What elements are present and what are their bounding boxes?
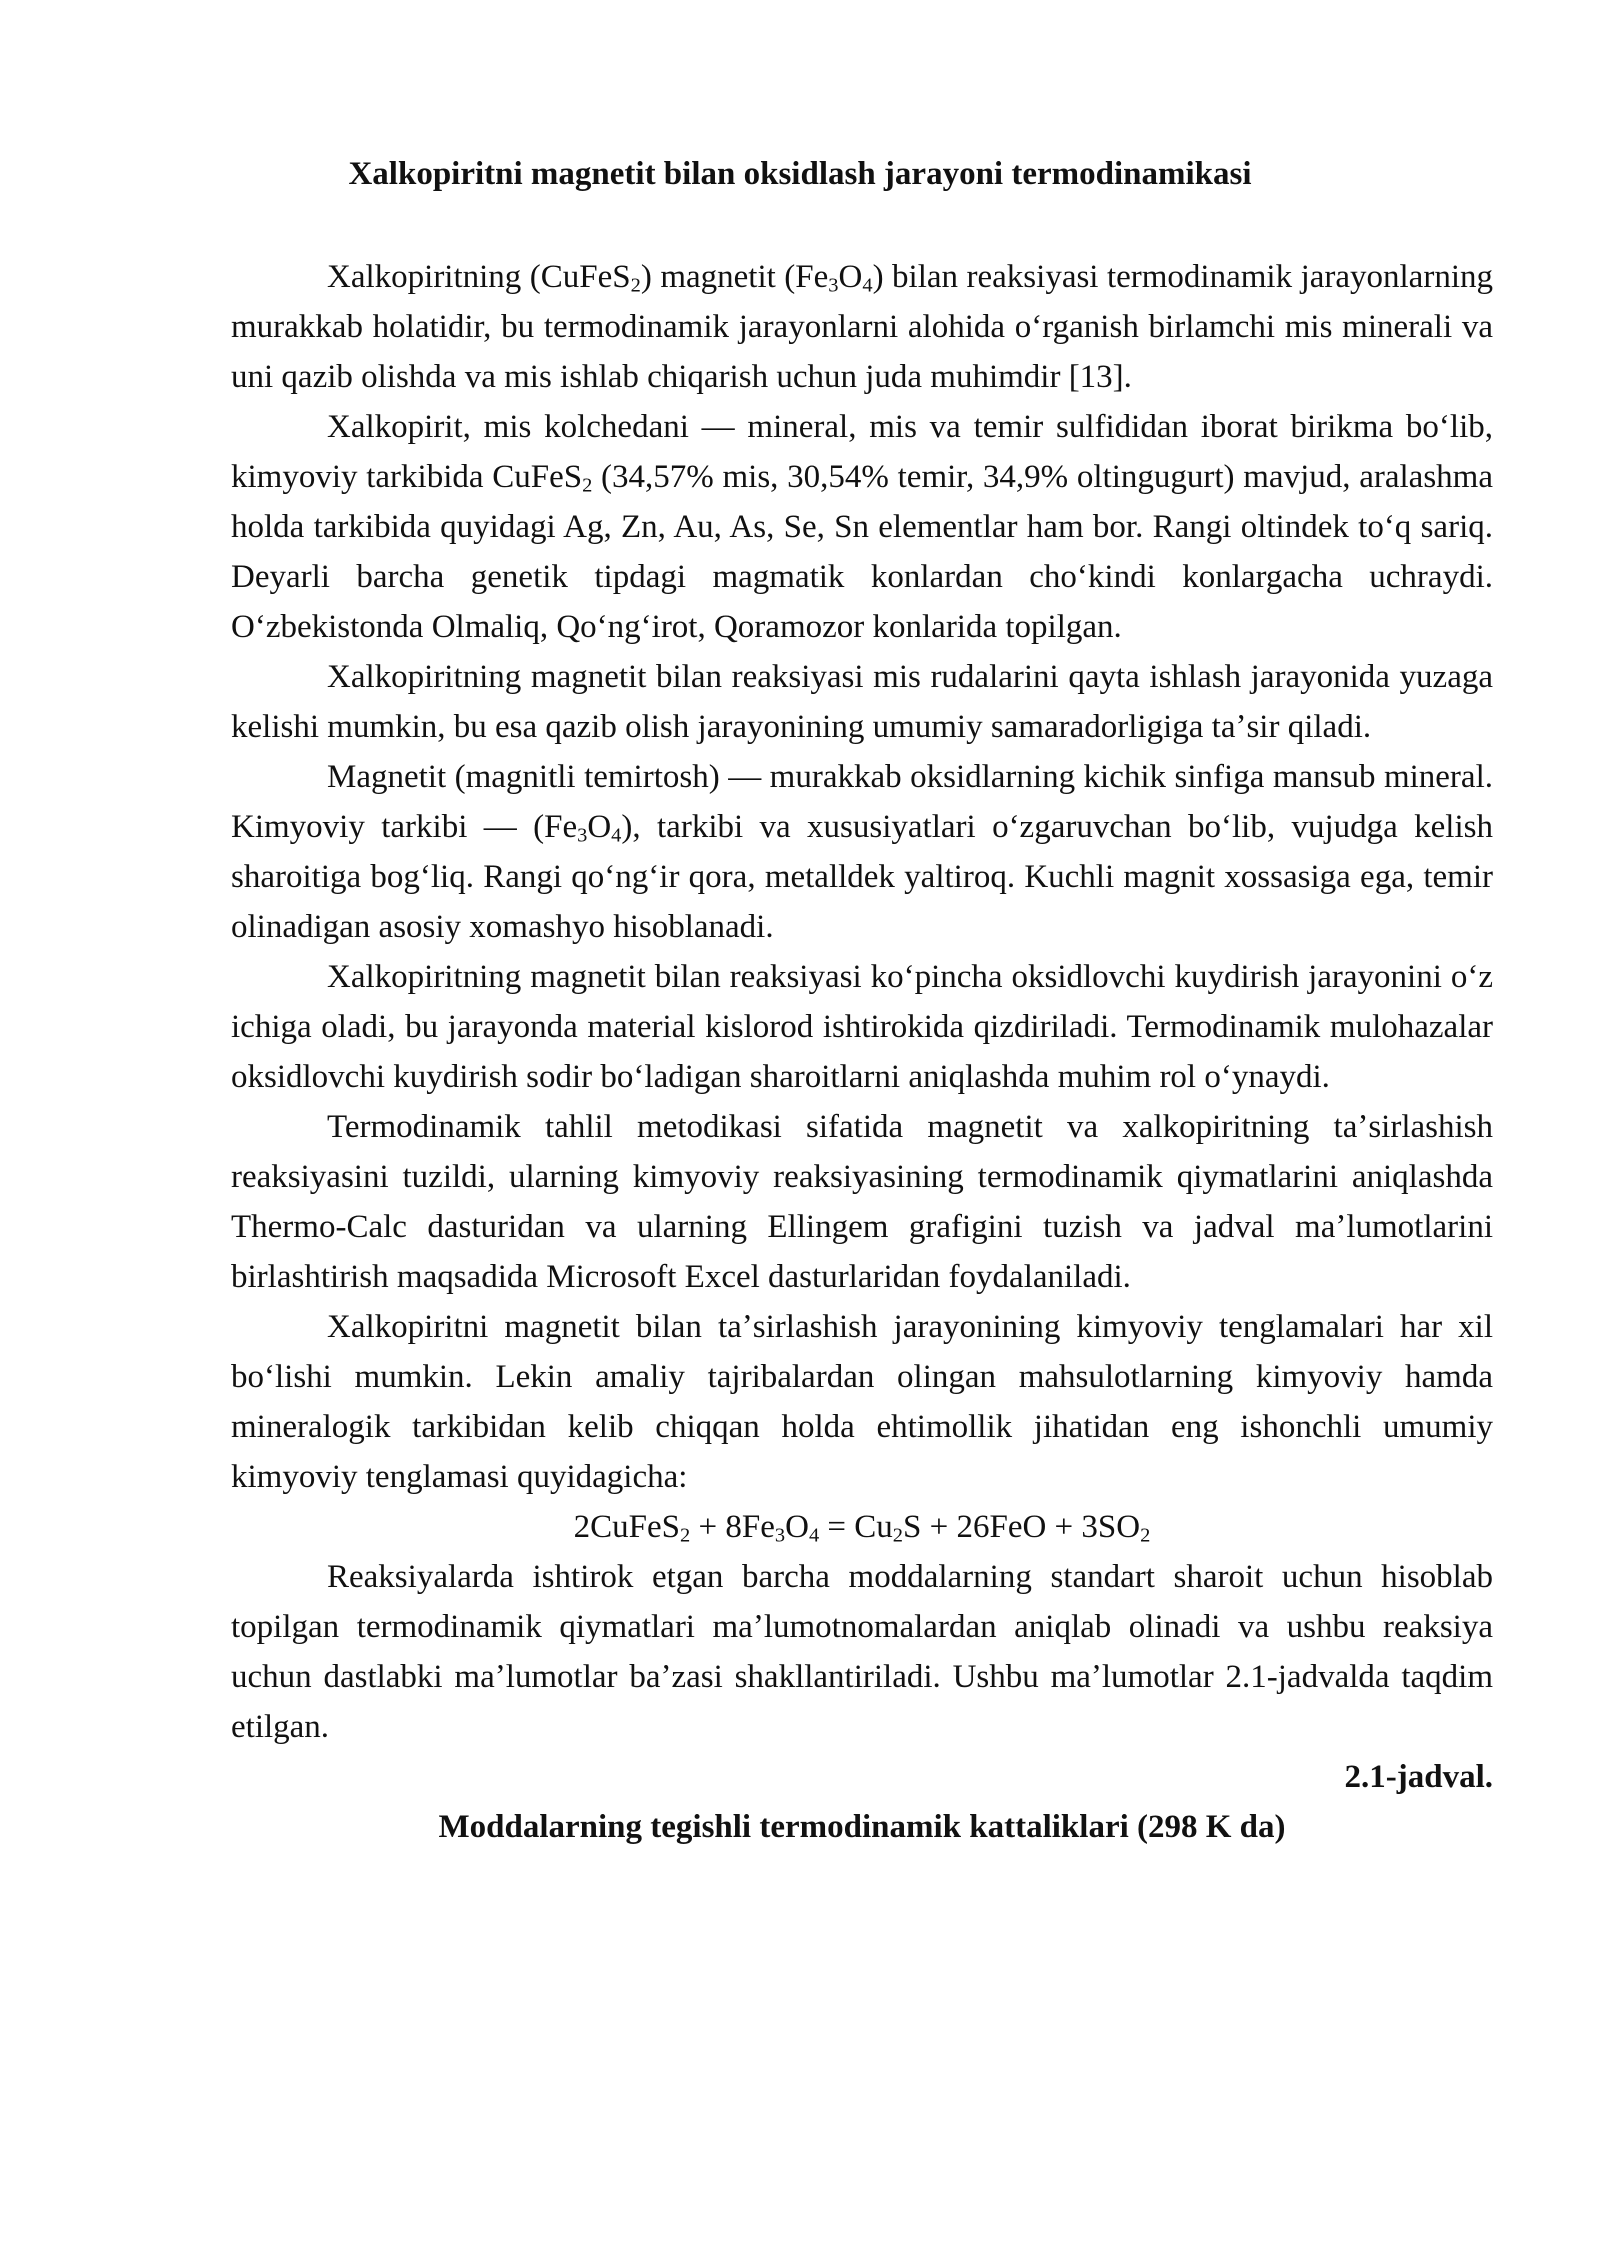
paragraph-2 xyxy=(231,402,1493,652)
text-run: O xyxy=(838,259,863,295)
paragraph-1 xyxy=(231,252,1493,402)
subscript: 4 xyxy=(862,274,873,297)
text-run: = Cu xyxy=(819,1509,893,1545)
text-run: 2CuFeS xyxy=(573,1509,681,1545)
paragraph-8: Reaksiyalarda ishtirok etgan barcha moddalarning standart sharoit uchun hisoblab topilgan termodinamik qiymatlari maʼlumotnomalardan aniqlab olinadi va ushbu reaksiya uchun dastlabki maʼlumotlar baʼzasi shakllantiriladi. Ushbu maʼlumotlar 2.1-jadvalda taqdim etilgan. xyxy=(231,1559,1493,1745)
text-run: ), tarkibi va xususiyatlari oʻzgaruvchan boʻlib, vujudga kelish sharoitiga bogʻliq. Rangi qoʻngʻir qora, metalldek yaltiroq. Kuchli magnit xossasiga ega, temir olinadigan asosiy xomashyo hisoblanadi. xyxy=(231,809,1493,945)
text-run: S + 26FeO + 3SO xyxy=(903,1509,1141,1545)
table-title: Moddalarning tegishli termodinamik kattaliklari (298 K da) xyxy=(438,1809,1286,1845)
text-run: (34,57% mis, 30,54% temir, 34,9% oltingugurt) mavjud, aralashma holda tarkibida quyidagi Ag, Zn, Au, As, Se, Sn elementlar ham bor. Rangi oltindek toʻq sariq. Deyarli barcha genetik tipdagi magmatik konlardan choʻkindi konlargacha uchraydi. Oʻzbekistonda Olmaliq, Qoʻngʻirot, Qoramozor konlarida topilgan. xyxy=(231,459,1493,645)
paragraph-5: Xalkopiritning magnetit bilan reaksiyasi koʻpincha oksidlovchi kuydirish jarayonini oʻz ichiga oladi, bu jarayonda material kislorod ishtirokida qizdiriladi. Termodinamik mulohazalar oksidlovchi kuydirish sodir boʻladigan sharoitlarni aniqlashda muhim rol oʻynaydi. xyxy=(231,959,1493,1095)
subscript: 2 xyxy=(630,274,641,297)
subscript: 2 xyxy=(892,1524,904,1547)
subscript: 3 xyxy=(774,1524,786,1547)
subscript: 3 xyxy=(828,274,839,297)
text-run: Xalkopiritning (CuFeS xyxy=(327,259,631,295)
text-run: O xyxy=(587,809,612,845)
paragraph-7: Xalkopiritni magnetit bilan taʼsirlashish jarayonining kimyoviy tenglamalari har xil boʻlishi mumkin. Lekin amaliy tajribalardan olingan mahsulotlarning kimyoviy hamda mineralogik tarkibidan kelib chiqqan holda ehtimollik jihatidan eng ishonchli umumiy kimyoviy tenglamasi quyidagicha: xyxy=(231,1309,1493,1495)
document-title: Xalkopiritni magnetit bilan oksidlash jarayoni termodinamikasi xyxy=(348,156,1252,192)
text-run: Xalkopirit, mis kolchedani — mineral, mis va temir sulfididan iborat birikma boʻlib, kimyoviy tarkibida CuFeS xyxy=(231,409,1493,495)
subscript: 3 xyxy=(577,824,588,847)
subscript: 2 xyxy=(680,1524,691,1547)
text-run: O xyxy=(785,1509,809,1545)
subscript: 2 xyxy=(1140,1524,1151,1547)
subscript: 4 xyxy=(808,1524,820,1547)
paragraph-3: Xalkopiritning magnetit bilan reaksiyasi mis rudalarini qayta ishlash jarayonida yuzaga kelishi mumkin, bu esa qazib olish jarayonining umumiy samaradorligiga taʼsir qiladi. xyxy=(231,659,1493,745)
subscript: 4 xyxy=(611,824,622,847)
paragraph-4 xyxy=(231,752,1493,952)
text-run: + 8Fe xyxy=(690,1509,775,1545)
text-run: ) magnetit (Fe xyxy=(640,259,829,295)
subscript: 2 xyxy=(582,474,593,497)
document-body xyxy=(231,252,1493,1852)
text-run: Magnetit (magnitli temirtosh) — murakkab oksidlarning kichik sinfiga mansub mineral. Kimyoviy tarkibi — (Fe xyxy=(231,759,1493,845)
text-run: ) bilan reaksiyasi termodinamik jarayonlarning murakkab holatidir, bu termodinamik jarayonlarni alohida oʻrganish birlamchi mis minerali va uni qazib olishda va mis ishlab chiqarish uchun juda muhimdir [13]. xyxy=(231,259,1493,395)
table-label: 2.1-jadval. xyxy=(1344,1759,1493,1795)
chemical-equation xyxy=(231,1502,1493,1552)
paragraph-6: Termodinamik tahlil metodikasi sifatida magnetit va xalkopiritning taʼsirlashish reaksiyasini tuzildi, ularning kimyoviy reaksiyasining termodinamik qiymatlarini aniqlashda Thermo-Calc dasturidan va ularning Ellingem grafigini tuzish va jadval maʼlumotlarini birlashtirish maqsadida Microsoft Excel dasturlaridan foydalaniladi. xyxy=(231,1109,1493,1295)
